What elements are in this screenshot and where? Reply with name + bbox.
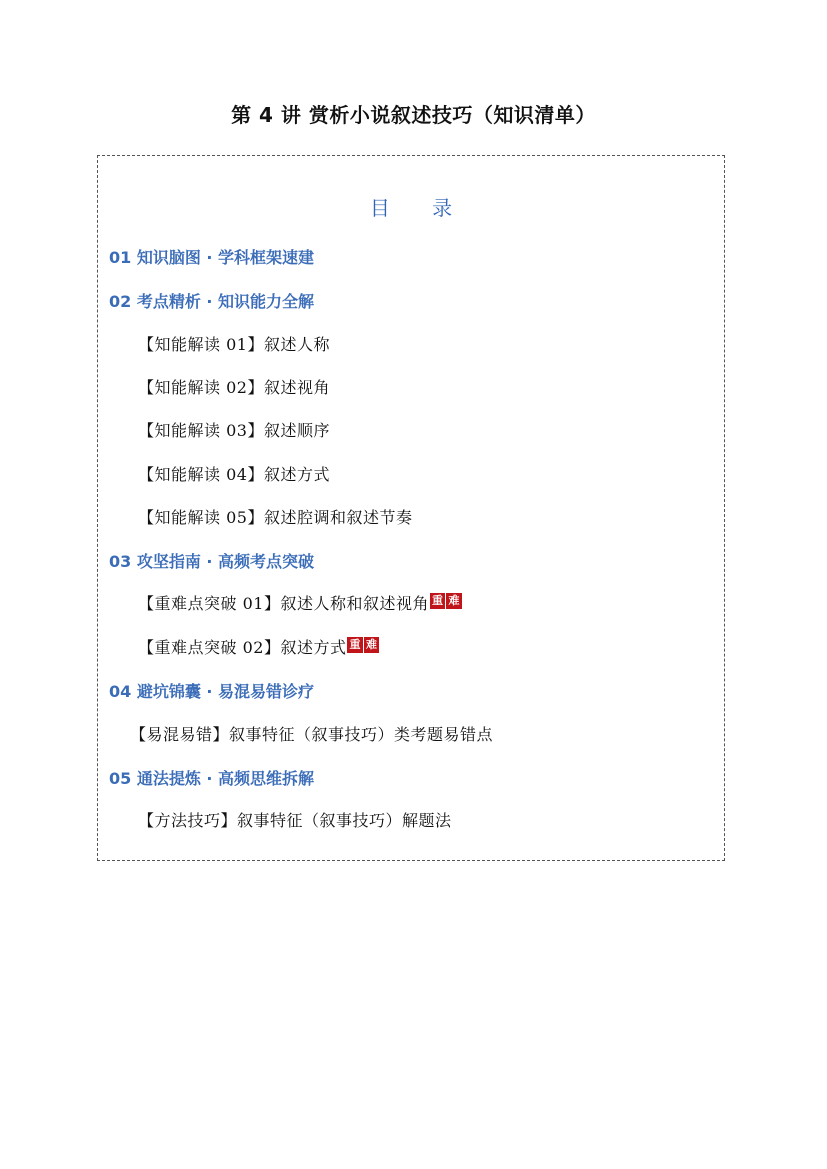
toc-section-03[interactable]: 03 攻坚指南 · 高频考点突破 [109, 552, 315, 571]
toc-item-key-01-label: 【重难点突破 01】叙述人称和叙述视角 [138, 594, 429, 613]
toc-item-methods[interactable]: 【方法技巧】叙事特征（叙事技巧）解题法 [138, 811, 452, 830]
toc-section-01[interactable]: 01 知识脑图 · 学科框架速建 [109, 248, 315, 267]
toc-item-knowledge-04[interactable]: 【知能解读 04】叙述方式 [138, 465, 330, 484]
toc-section-04[interactable]: 04 避坑锦囊 · 易混易错诊疗 [109, 682, 315, 701]
table-of-contents [97, 155, 725, 861]
toc-item-knowledge-02[interactable]: 【知能解读 02】叙述视角 [138, 378, 330, 397]
key-badge: 重 [349, 638, 361, 651]
difficult-badge: 难 [448, 594, 460, 607]
toc-item-key-02-label: 【重难点突破 02】叙述方式 [138, 638, 347, 657]
toc-item-key-02[interactable] [138, 635, 379, 658]
toc-item-key-01[interactable] [138, 591, 462, 614]
toc-item-knowledge-01[interactable]: 【知能解读 01】叙述人称 [138, 335, 330, 354]
toc-section-02[interactable]: 02 考点精析 · 知识能力全解 [109, 292, 315, 311]
toc-item-mistakes[interactable]: 【易混易错】叙事特征（叙事技巧）类考题易错点 [130, 725, 494, 744]
page-title: 第 4 讲 赏析小说叙述技巧（知识清单） [231, 103, 596, 127]
toc-item-knowledge-05[interactable]: 【知能解读 05】叙述腔调和叙述节奏 [138, 508, 413, 527]
toc-item-knowledge-03[interactable]: 【知能解读 03】叙述顺序 [138, 421, 330, 440]
difficult-badge: 难 [365, 638, 378, 651]
toc-heading: 目 录 [369, 196, 471, 220]
toc-section-05[interactable]: 05 通法提炼 · 高频思维拆解 [109, 769, 315, 788]
key-badge: 重 [431, 594, 444, 607]
